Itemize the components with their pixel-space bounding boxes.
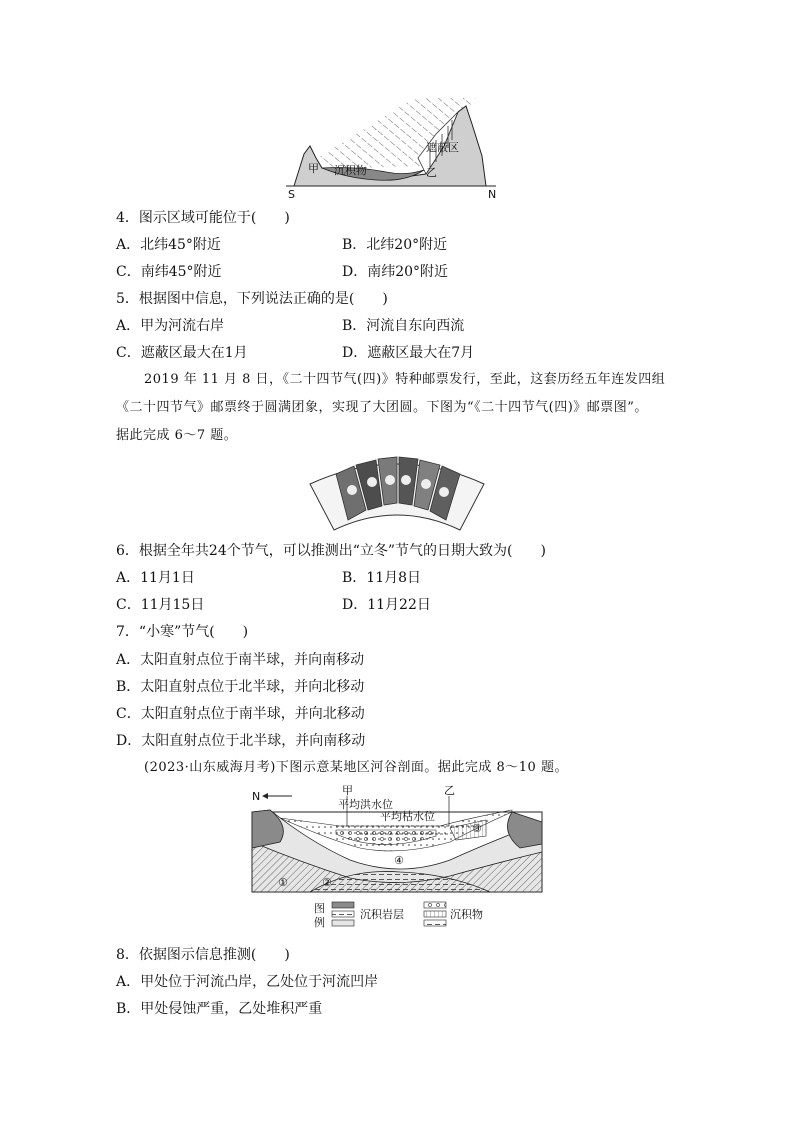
- fig3-label-dry: 平均枯水位: [380, 810, 435, 823]
- fig1-label-south: S: [288, 188, 295, 201]
- q6-option-a: A．11月1日: [116, 570, 195, 586]
- fig3-label-flood: 平均洪水位: [338, 798, 393, 811]
- fig3-legend-title-1: 图: [314, 902, 325, 915]
- fig1-label-shadow: 遮蔽区: [426, 141, 459, 154]
- fig3-legend-title-2: 例: [314, 916, 325, 929]
- fig1-label-sediment: 沉积物: [334, 164, 367, 177]
- intro67-line2: 《二十四节气》邮票终于圆满团象，实现了大团圆。下图为“《二十四节气(四)》邮票图”。: [116, 400, 648, 415]
- q7-option-c: C．太阳直射点位于南半球，并向北移动: [116, 706, 365, 722]
- fig3-label-4: ④: [394, 854, 404, 867]
- fig1-label-north: N: [488, 188, 497, 201]
- q5-option-d: D．遮蔽区最大在7月: [342, 345, 475, 361]
- intro67-line1: 2019 年 11 月 8 日，《二十四节气(四)》特种邮票发行，至此，这套历经五年连发四组: [144, 372, 666, 387]
- q7-option-d: D．太阳直射点位于北半球，并向南移动: [116, 733, 366, 749]
- q4-option-b: B．北纬20°附近: [342, 237, 448, 253]
- q5-stem: 5．根据图中信息，下列说法正确的是( ): [116, 291, 388, 307]
- q4-option-d: D．南纬20°附近: [342, 264, 449, 280]
- q4-option-c: C．南纬45°附近: [116, 264, 222, 280]
- q7-option-a: A．太阳直射点位于南半球，并向南移动: [116, 652, 365, 668]
- fig3-label-2: ②: [322, 876, 332, 889]
- q6-option-d: D．11月22日: [342, 597, 431, 613]
- valley-shadow-diagram: [286, 96, 498, 202]
- fig1-label-jia: 甲: [308, 162, 319, 175]
- q7-option-b: B．太阳直射点位于北半球，并向北移动: [116, 679, 365, 695]
- q6-option-b: B．11月8日: [342, 570, 422, 586]
- fig3-label-north: N: [252, 790, 261, 803]
- q6-option-c: C．11月15日: [116, 597, 205, 613]
- fig3-label-jia: 甲: [342, 784, 353, 797]
- q8-option-a: A．甲处位于河流凸岸，乙处位于河流凹岸: [116, 974, 379, 990]
- fig1-label-yi: 乙: [426, 166, 437, 179]
- q5-option-c: C．遮蔽区最大在1月: [116, 345, 248, 361]
- fig3-legend-rock: 沉积岩层: [360, 908, 404, 921]
- q8-option-b: B．甲处侵蚀严重，乙处堆积严重: [116, 1001, 323, 1017]
- q4-stem: 4．图示区域可能位于( ): [116, 210, 290, 226]
- fig3-label-1: ①: [278, 876, 288, 889]
- q6-stem: 6．根据全年共24个节气，可以推测出“立冬”节气的日期大致为( ): [116, 543, 546, 559]
- q8-stem: 8．依据图示信息推测( ): [116, 947, 290, 963]
- fig3-label-3: ③: [472, 822, 482, 835]
- intro67-line3: 据此完成 6～7 题。: [116, 428, 238, 443]
- river-valley-section-diagram: [250, 782, 550, 932]
- q5-option-b: B．河流自东向西流: [342, 318, 465, 334]
- q5-option-a: A．甲为河流右岸: [116, 318, 225, 334]
- stamp-fan-image: [306, 450, 488, 532]
- q4-option-a: A．北纬45°附近: [116, 237, 221, 253]
- fig3-label-yi: 乙: [444, 784, 455, 797]
- fig3-legend-sediment: 沉积物: [450, 908, 483, 921]
- q7-stem: 7．“小寒”节气( ): [116, 624, 249, 640]
- intro810: (2023·山东威海月考)下图示意某地区河谷剖面。据此完成 8～10 题。: [144, 760, 568, 775]
